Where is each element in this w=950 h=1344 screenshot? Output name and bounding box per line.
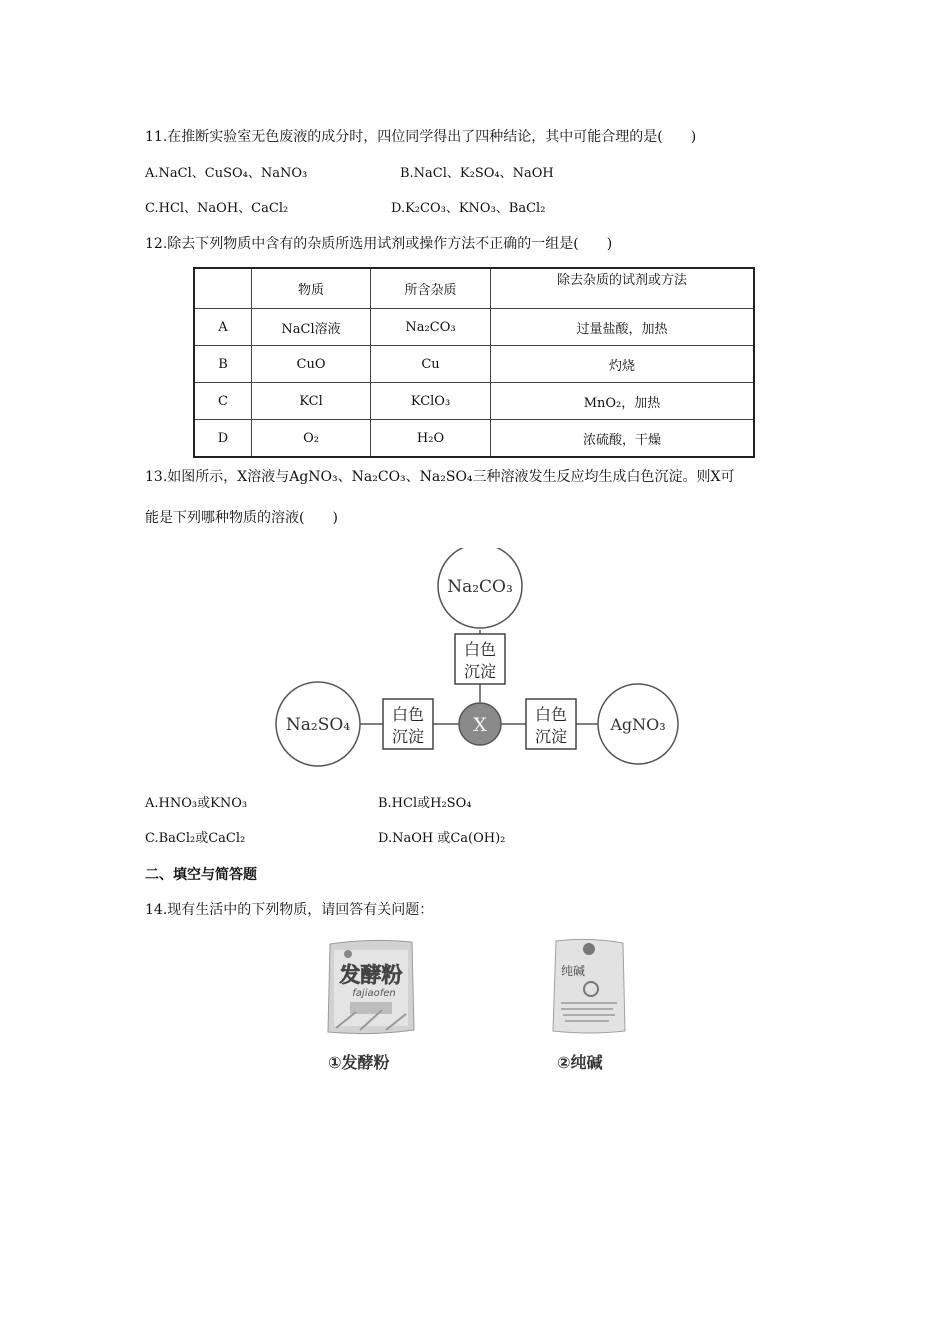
box-left-line2: 沉淀 bbox=[391, 727, 425, 746]
q11-stem: 11.在推断实验室无色废液的成分时，四位同学得出了四种结论，其中可能合理的是( ) bbox=[145, 129, 697, 145]
box-left bbox=[383, 699, 433, 749]
bag1-pinyin: fajiaofen bbox=[352, 988, 396, 999]
table-header-cell bbox=[194, 268, 252, 309]
baking-powder-bag-image bbox=[326, 938, 416, 1036]
table-cell: 浓硫酸，干燥 bbox=[491, 420, 755, 458]
caption-baking-powder: ①发酵粉 bbox=[328, 1053, 390, 1072]
table-header-row bbox=[194, 268, 754, 309]
q11-option-a: A.NaCl、CuSO₄、NaNO₃ bbox=[145, 166, 308, 181]
q13-option-c: C.BaCl₂或CaCl₂ bbox=[145, 831, 246, 846]
table-header-cell: 除去杂质的试剂或方法 bbox=[491, 268, 755, 309]
reaction-diagram bbox=[270, 548, 680, 770]
table-cell: D bbox=[194, 420, 252, 458]
top-label: Na₂CO₃ bbox=[447, 577, 513, 597]
table-cell: O₂ bbox=[252, 420, 371, 458]
table-cell: A bbox=[194, 309, 252, 346]
box-top-line1: 白色 bbox=[463, 640, 497, 659]
box-top-line2: 沉淀 bbox=[463, 662, 497, 681]
table-cell: 灼烧 bbox=[491, 346, 755, 383]
section-title: 二、填空与简答题 bbox=[145, 867, 257, 883]
q13-option-d: D.NaOH 或Ca(OH)₂ bbox=[378, 831, 506, 846]
table-cell: CuO bbox=[252, 346, 371, 383]
bag1-title: 发酵粉 bbox=[339, 963, 403, 987]
q12-stem: 12.除去下列物质中含有的杂质所选用试剂或操作方法不正确的一组是( ) bbox=[145, 236, 613, 252]
center-label: X bbox=[473, 714, 487, 736]
q11-option-b: B.NaCl、K₂SO₄、NaOH bbox=[400, 166, 554, 181]
box-right-line1: 白色 bbox=[534, 705, 568, 724]
table-row bbox=[194, 383, 754, 420]
table-cell: B bbox=[194, 346, 252, 383]
q13-option-b: B.HCl或H₂SO₄ bbox=[378, 796, 472, 811]
box-right bbox=[526, 699, 576, 749]
q12-table bbox=[193, 267, 755, 458]
table-header-cell: 所含杂质 bbox=[371, 268, 491, 309]
table-header-cell: 物质 bbox=[252, 268, 371, 309]
table-row bbox=[194, 420, 754, 458]
right-label: AgNO₃ bbox=[610, 715, 666, 734]
box-top bbox=[455, 634, 505, 684]
bag2-title: 纯碱 bbox=[560, 964, 586, 978]
box-left-line1: 白色 bbox=[391, 705, 425, 724]
left-label: Na₂SO₄ bbox=[285, 715, 351, 735]
q14-stem: 14.现有生活中的下列物质，请回答有关问题： bbox=[145, 902, 434, 918]
table-cell: KCl bbox=[252, 383, 371, 420]
table-cell: MnO₂，加热 bbox=[491, 383, 755, 420]
table-cell: Na₂CO₃ bbox=[371, 309, 491, 346]
q13-stem-line2: 能是下列哪种物质的溶液( ) bbox=[145, 510, 338, 526]
q13-stem-line1: 13.如图所示，X溶液与AgNO₃、Na₂CO₃、Na₂SO₄三种溶液发生反应均生成白色沉淀。则X可 bbox=[145, 469, 735, 485]
box-right-line2: 沉淀 bbox=[534, 727, 568, 746]
table-cell: C bbox=[194, 383, 252, 420]
caption-soda-ash: ②纯碱 bbox=[557, 1053, 603, 1072]
table-cell: H₂O bbox=[371, 420, 491, 458]
table-cell: Cu bbox=[371, 346, 491, 383]
q13-option-a: A.HNO₃或KNO₃ bbox=[145, 796, 248, 811]
table-row bbox=[194, 309, 754, 346]
q11-option-d: D.K₂CO₃、KNO₃、BaCl₂ bbox=[391, 201, 546, 216]
table-cell: KClO₃ bbox=[371, 383, 491, 420]
table-cell: 过量盐酸，加热 bbox=[491, 309, 755, 346]
q11-option-c: C.HCl、NaOH、CaCl₂ bbox=[145, 201, 289, 216]
soda-ash-bag-image bbox=[551, 937, 627, 1035]
table-cell: NaCl溶液 bbox=[252, 309, 371, 346]
table-row bbox=[194, 346, 754, 383]
